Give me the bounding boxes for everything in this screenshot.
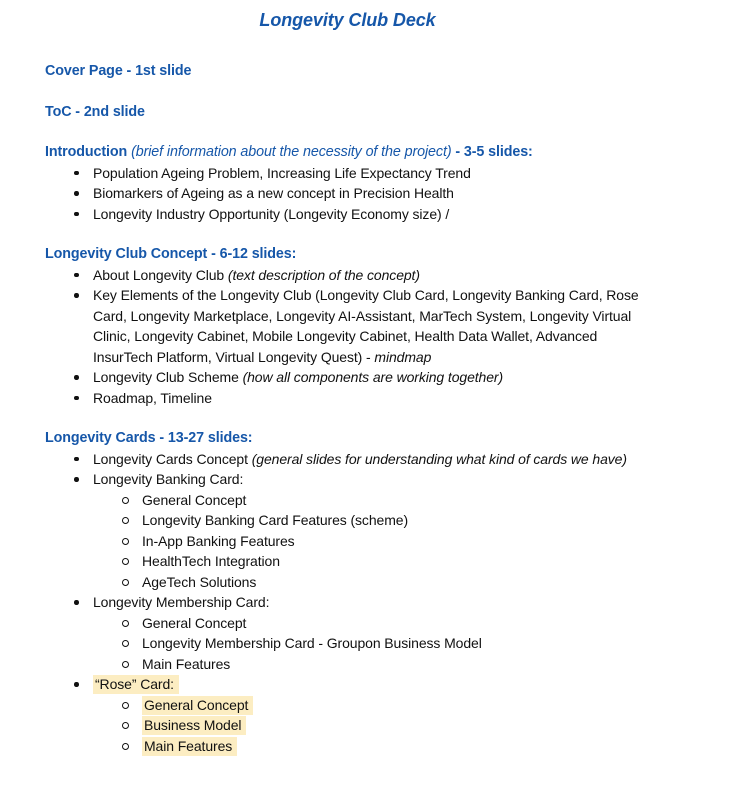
heading-toc: [45, 102, 650, 123]
list-item-text: Key Elements of the Longevity Club (Longevity Club Card, Longevity Banking Card, Rose Card, Longevity Marketplace, Longevity AI-Assistant, MarTech System, Longevity Virtual Clinic, Longevity Cabinet, Mobile Longevity Cabinet, Health Data Wallet, Advanced InsurTech Platform, Virtual Longevity Quest) -: [93, 287, 639, 365]
list-item: [93, 510, 650, 531]
list-item: [93, 715, 650, 736]
list-item-text: Longevity Cards Concept: [93, 450, 252, 467]
list-item: [45, 265, 650, 286]
bullet-icon: [74, 457, 79, 462]
list-item-text: Longevity Membership Card:: [93, 594, 270, 610]
list-item-text: General Concept: [142, 491, 247, 508]
club-concept-list: [45, 265, 650, 409]
circle-bullet-icon: [122, 620, 129, 627]
introduction-list: [45, 163, 650, 225]
bullet-icon: [74, 191, 79, 196]
list-item: [93, 613, 650, 634]
bullet-icon: [74, 273, 79, 278]
list-item-text: Population Ageing Problem, Increasing Life Expectancy Trend: [93, 164, 471, 181]
circle-bullet-icon: [122, 661, 129, 668]
list-item: [45, 285, 650, 367]
circle-bullet-icon: [122, 702, 129, 709]
heading-cover-page: [45, 61, 650, 82]
list-item-note: mindmap: [374, 348, 432, 365]
heading-text-bold-tail: - 3-5 slides:: [451, 144, 533, 160]
heading-club-concept: [45, 244, 650, 265]
bullet-icon: [74, 682, 79, 687]
bullet-icon: [74, 171, 79, 176]
circle-bullet-icon: [122, 722, 129, 729]
heading-longevity-cards: [45, 428, 650, 449]
rose-card-sublist: [93, 695, 650, 757]
list-item: [45, 163, 650, 184]
bullet-icon: [74, 396, 79, 401]
heading-introduction: [45, 142, 650, 163]
list-item-text: General Concept: [142, 614, 247, 631]
bullet-icon: [74, 375, 79, 380]
bullet-icon: [74, 600, 79, 605]
list-item-text-highlighted: General Concept: [142, 696, 253, 715]
circle-bullet-icon: [122, 517, 129, 524]
list-item: [45, 204, 650, 225]
list-item-note: (how all components are working together): [242, 369, 504, 385]
list-item: [93, 695, 650, 716]
list-item: [45, 388, 650, 409]
list-item-text: AgeTech Solutions: [142, 573, 257, 590]
list-item: [93, 633, 650, 654]
circle-bullet-icon: [122, 579, 129, 586]
list-item: [93, 531, 650, 552]
heading-text-italic: (brief information about the necessity of the project): [131, 144, 452, 160]
list-item: [93, 551, 650, 572]
list-item-rose-card: [45, 674, 650, 756]
list-item-note: (text description of the concept): [227, 266, 420, 283]
heading-text: Longevity Club Concept - 6-12 slides:: [45, 246, 297, 262]
heading-text: Longevity Cards - 13-27 slides:: [45, 430, 253, 446]
bullet-icon: [74, 477, 79, 482]
list-item: [45, 449, 650, 470]
heading-text-bold: Introduction: [45, 144, 132, 160]
list-item-text: In-App Banking Features: [142, 532, 295, 549]
list-item: [93, 654, 650, 675]
list-item-membership-card: [45, 592, 650, 674]
list-item-text: Longevity Banking Card Features (scheme): [142, 512, 409, 528]
list-item-note: (general slides for understanding what kind of cards we have): [251, 450, 627, 467]
circle-bullet-icon: [122, 558, 129, 565]
membership-card-sublist: [93, 613, 650, 675]
longevity-cards-list: [45, 449, 650, 757]
banking-card-sublist: [93, 490, 650, 593]
list-item-text: HealthTech Integration: [142, 553, 280, 569]
circle-bullet-icon: [122, 497, 129, 504]
list-item-banking-card: [45, 469, 650, 592]
list-item-text: Biomarkers of Ageing as a new concept in Precision Health: [93, 185, 454, 201]
circle-bullet-icon: [122, 538, 129, 545]
list-item-text-highlighted: Main Features: [142, 737, 237, 756]
list-item: [93, 490, 650, 511]
list-item: [45, 183, 650, 204]
heading-text: ToC - 2nd slide: [45, 103, 145, 120]
list-item-text: Longevity Banking Card:: [93, 471, 244, 487]
list-item-text: Main Features: [142, 655, 231, 672]
circle-bullet-icon: [122, 743, 129, 750]
list-item-text-highlighted: “Rose” Card:: [93, 675, 179, 694]
list-item-text: Longevity Club Scheme: [93, 369, 243, 385]
list-item-text-highlighted: Business Model: [142, 716, 246, 735]
list-item: [93, 736, 650, 757]
list-item-text: About Longevity Club: [93, 266, 228, 283]
list-item-text: Roadmap, Timeline: [93, 389, 212, 406]
list-item: [45, 367, 650, 388]
bullet-icon: [74, 212, 79, 217]
heading-text: Cover Page - 1st slide: [45, 63, 192, 79]
list-item-text: Longevity Membership Card - Groupon Business Model: [142, 635, 482, 651]
list-item-text: Longevity Industry Opportunity (Longevity Economy size) /: [93, 205, 450, 222]
bullet-icon: [74, 293, 79, 298]
document-page: [45, 8, 650, 756]
list-item: [93, 572, 650, 593]
document-title: Longevity Club Deck: [259, 10, 436, 30]
circle-bullet-icon: [122, 640, 129, 647]
